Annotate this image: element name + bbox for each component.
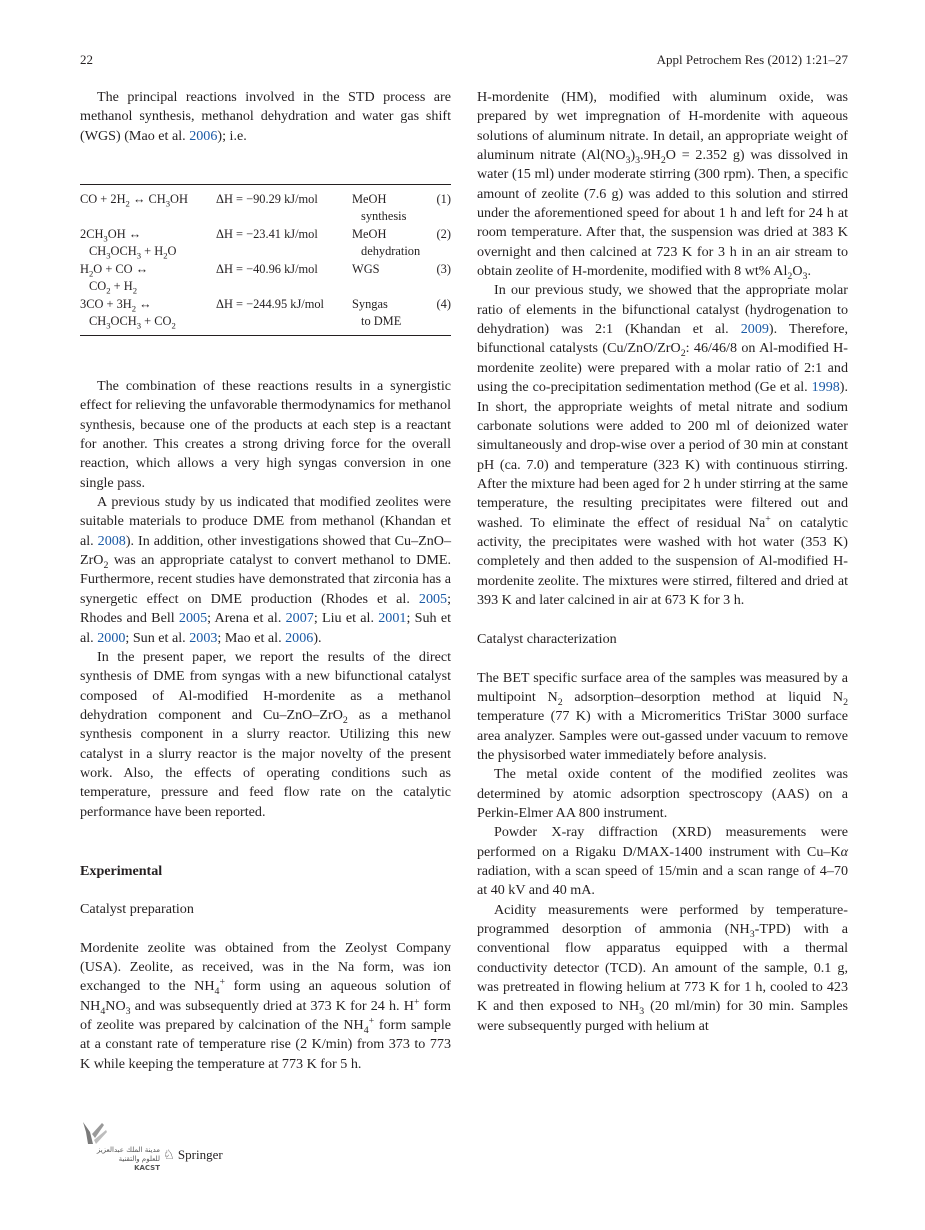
citation-link[interactable]: 2009: [740, 321, 769, 338]
paragraph-previous-study: A previous study by us indicated that modified zeolites were suitable materials to produce DME from methanol (Khandan et al. 2008). In addition, other investigations showed that Cu–ZnO–ZrO$_2$ was an appropriate catalyst to convert methanol to DME. Furthermore, recent studies have demonstrated that zirconia has a synergetic effect on DME production (Rhodes et al. 2005; Rhodes and Bell 2005; Arena et al. 2007; Liu et al. 2001; Suh et al. 2000; Sun et al. 2003; Mao et al. 2006).: [80, 494, 452, 646]
paragraph-acidity: Acidity measurements were performed by temperature-programmed desorption of ammonia $(NH_3-TPD)$ with a conventional flow apparatus equipped with a thermal conductivity detector (TCD). An amount of the sample, 0.1 g, was pretreated in flowing helium at 773 K for 1 h, cooled to 423 K and then exposed to $NH_3$ (20 ml/min) for 30 min. Samples were subsequently purged with helium at: [477, 901, 848, 1034]
paragraph-metal-oxide: The metal oxide content of the modified zeolites was determined by atomic adsorption spectroscopy (AAS) on a Perkin-Elmer AA 800 instrument.: [477, 766, 848, 822]
paragraph-present-paper: In the present paper, we report the results of the direct synthesis of DME from syngas with a new bifunctional catalyst composed of Al-modified H-mordenite as a methanol dehydration component and Cu–ZnO–ZrO$_2$ as a methanol synthesis component in a slurry reactor. Utilizing this new catalyst in a slurry reactor is the major novelty of the present work. Also, the effects of operating conditions such as temperature, pressure and feed flow rate on the catalytic performance have been reported.: [80, 648, 452, 820]
right-column: [477, 88, 848, 1036]
citation-link[interactable]: 2006: [285, 629, 314, 646]
left-column: [80, 88, 451, 1074]
subsection-catalyst-characterization: Catalyst characterization: [477, 631, 617, 648]
paragraph-our-previous-study: In our previous study, we showed that the appropriate molar ratio of elements in the bifunctional catalyst (hydrogenation to dehydration) was 2:1 (Khandan et al. 2009). Therefore, bifunctional catalysts (Cu/ZnO/ZrO$_2$: 46/46/8 on Al-modified H-mordenite zeolite) were prepared with a molar ratio of 2:1 and using the co-precipitation sedimentation method (Ge et al. 1998). In short, the appropriate weights of metal nitrate and sodium carbonate solutions were added to 200 ml of deionized water simultaneously and drop-wise over a period of 30 min at constant pH (ca. 7.0) and temperature (323 K) with continuous stirring. After the mixture had been aged for 2 h under stirring at the same temperature, the resulting precipitates were filtered out and washed. To eliminate the effect of residual Na+ on catalytic activity, the precipitates were washed with hot water (353 K) completely and then added to the suspension of Al-modified H-mordenite zeolite. The mixtures were stirred, filtered and dried at 393 K and later calcined in air at 673 K for 3 h.: [477, 282, 849, 608]
citation-link[interactable]: 1998: [811, 379, 840, 396]
intro-paragraph: The principal reactions involved in the STD process are methanol synthesis, methanol dehydration and water gas shift (WGS) (Mao et al. 2006); i.e.: [80, 89, 451, 144]
kacst-logo-icon: [80, 1120, 110, 1146]
citation-link[interactable]: 2007: [285, 610, 314, 627]
section-heading-experimental: Experimental: [80, 862, 163, 879]
citation-link[interactable]: 2001: [378, 610, 407, 627]
citation-link[interactable]: 2005: [178, 610, 208, 627]
paragraph-bet: The BET specific surface area of the samples was measured by a multipoint $N_2$ adsorption–desorption method at liquid $N_2$ temperature (77 K) with a Micromeritics TriStar 3000 surface area analyzer. Samples were out-gassed under vacuum to remove the physisorbed water immediately before analysis.: [477, 669, 848, 763]
citation-link[interactable]: 2005: [418, 590, 448, 607]
paragraph-xrd: Powder X-ray diffraction (XRD) measurements were performed on a Rigaku D/MAX-1400 instrument with Cu–Kα radiation, with a scan speed of 15/min and a scan range of 4–70 at 40 kV and 40 mA.: [477, 824, 848, 899]
reactions-table: [80, 184, 451, 336]
citation-link[interactable]: 2000: [97, 629, 126, 646]
reaction-row-3: $H_2O$ + CO ↔ $CO_2 + H_2$ ΔH = −40.96 kJ/mol WGS (3): [80, 262, 451, 295]
page-number: 22: [80, 52, 93, 67]
citation-link[interactable]: 2006: [189, 127, 218, 144]
reaction-row-2: $2CH_3OH$ ↔ $CH_3OCH_3 + H_2O$ ΔH = −23.41 kJ/mol MeOH dehydration (2): [80, 227, 451, 260]
journal-running-head: Appl Petrochem Res (2012) 1:21–27: [656, 52, 848, 67]
paragraph-hm: H-mordenite (HM), modified with aluminum oxide, was prepared by wet impregnation of H-mordenite with aqueous solutions of aluminum nitrate. In detail, an appropriate weight of aluminum nitrate ($Al(NO_3)_3.9H_2O = 2.352$ g) was dissolved in water (15 ml) under moderate stirring (300 rpm). Then, a specific amount of zeolite (7.6 g) was added to this solution and stirred under the aforementioned speed for about 1 h and left for 24 h at room temperature. After that, the suspension was dried at 383 K overnight and then calcined at 723 K for 3 h in an air stream to obtain zeolite of H-mordenite, modified with 8 wt% $Al_2O_3$.: [477, 89, 848, 282]
paragraph-mordenite: Mordenite zeolite was obtained from the Zeolyst Company (USA). Zeolite, as received, was in the Na form, was ion exchanged to the $NH_4^+$ form using an aqueous solution of $NH_4NO_3$ and was subsequently dried at 373 K for 24 h. H+ form of zeolite was prepared by calcination of the $NH_4^+$ form sample at a constant rate of temperature rise (2 K/min) from 373 to 773 K while keeping the temperature at 773 K for 5 h.: [80, 939, 452, 1072]
subsection-catalyst-preparation: Catalyst preparation: [80, 901, 194, 918]
reaction-row-4: $3CO + 3H_2$ ↔ $CH_3OCH_3 + CO_2$ ΔH = −244.95 kJ/mol Syngas to DME (4): [80, 297, 451, 330]
springer-brand: ♘ Springer: [163, 1147, 223, 1162]
citation-link[interactable]: 2003: [189, 629, 218, 646]
paragraph-combination: The combination of these reactions results in a synergistic effect for relieving the unfavorable thermodynamics for methanol synthesis, because one of the products at each step is a reactant for another. This creates a strong driving force for the overall reaction, which allows a very high syngas conversion in one single pass.: [80, 378, 451, 491]
springer-horse-icon: ♘: [163, 1147, 175, 1162]
citation-link[interactable]: 2008: [97, 532, 126, 549]
reaction-row-1: CO + $2H_2$ ↔ $CH_3OH$ ΔH = −90.29 kJ/mol MeOH synthesis (1): [80, 192, 451, 223]
kacst-logo-text: مدينة الملك عبدالعزيز للعلوم والتقنية KACST: [96, 1146, 160, 1172]
footer: [80, 1120, 280, 1170]
